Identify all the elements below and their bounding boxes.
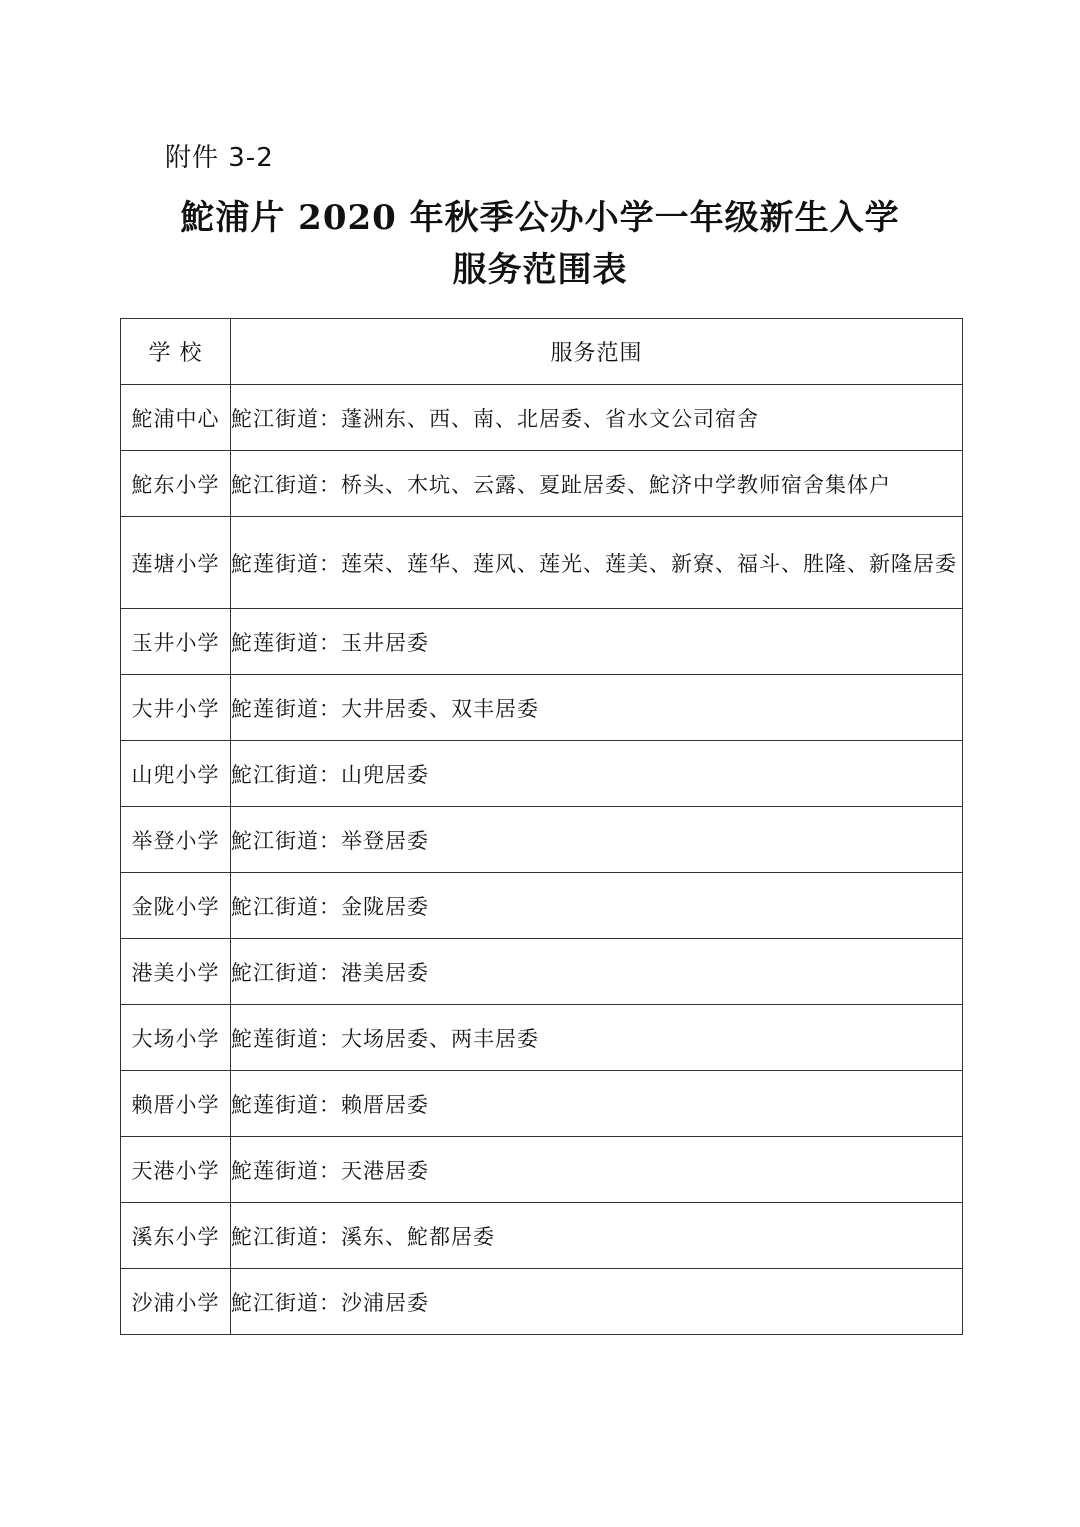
school-name: 玉井小学: [121, 609, 231, 675]
service-range: 鮀莲街道：莲荣、莲华、莲风、莲光、莲美、新寮、福斗、胜隆、新隆居委: [231, 517, 963, 609]
table-row: [121, 609, 963, 675]
table-row: [121, 1137, 963, 1203]
table-row: [121, 741, 963, 807]
table-row: [121, 1203, 963, 1269]
school-name: 举登小学: [121, 807, 231, 873]
service-range: 鮀莲街道：天港居委: [231, 1137, 963, 1203]
service-range: 鮀江街道：港美居委: [231, 939, 963, 1005]
school-name: 莲塘小学: [121, 517, 231, 609]
school-name: 鮀浦中心: [121, 385, 231, 451]
table-header-row: [121, 319, 963, 385]
service-range: 鮀江街道：溪东、鮀都居委: [231, 1203, 963, 1269]
service-range: 鮀江街道：蓬洲东、西、南、北居委、省水文公司宿舍: [231, 385, 963, 451]
service-range-table: [120, 318, 963, 1335]
school-name: 大井小学: [121, 675, 231, 741]
table-row: [121, 1005, 963, 1071]
service-range: 鮀莲街道：大井居委、双丰居委: [231, 675, 963, 741]
table-row: [121, 675, 963, 741]
school-name: 沙浦小学: [121, 1269, 231, 1335]
school-name: 天港小学: [121, 1137, 231, 1203]
service-range: 鮀江街道：举登居委: [231, 807, 963, 873]
table-row: [121, 873, 963, 939]
table-row: [121, 939, 963, 1005]
service-range: 鮀莲街道：大场居委、两丰居委: [231, 1005, 963, 1071]
school-name: 鮀东小学: [121, 451, 231, 517]
school-name: 赖厝小学: [121, 1071, 231, 1137]
attachment-label: 附件 3-2: [165, 143, 274, 173]
document-title-line-1: 鮀浦片 2020 年秋季公办小学一年级新生入学: [180, 198, 900, 238]
service-range: 鮀江街道：山兜居委: [231, 741, 963, 807]
school-name: 大场小学: [121, 1005, 231, 1071]
service-range: 鮀江街道：沙浦居委: [231, 1269, 963, 1335]
school-name: 港美小学: [121, 939, 231, 1005]
service-range: 鮀江街道：桥头、木坑、云露、夏趾居委、鮀济中学教师宿舍集体户: [231, 451, 963, 517]
table-row: [121, 1071, 963, 1137]
header-service-range: 服务范围: [231, 319, 963, 385]
document-title-line-2: 服务范围表: [452, 250, 628, 290]
school-name: 山兜小学: [121, 741, 231, 807]
table-row: [121, 1269, 963, 1335]
table-row: [121, 807, 963, 873]
header-school: 学 校: [121, 319, 231, 385]
service-range: 鮀莲街道：玉井居委: [231, 609, 963, 675]
table-row: [121, 517, 963, 609]
table-row: [121, 385, 963, 451]
service-range: 鮀莲街道：赖厝居委: [231, 1071, 963, 1137]
service-range: 鮀江街道：金陇居委: [231, 873, 963, 939]
table-row: [121, 451, 963, 517]
school-name: 溪东小学: [121, 1203, 231, 1269]
school-name: 金陇小学: [121, 873, 231, 939]
